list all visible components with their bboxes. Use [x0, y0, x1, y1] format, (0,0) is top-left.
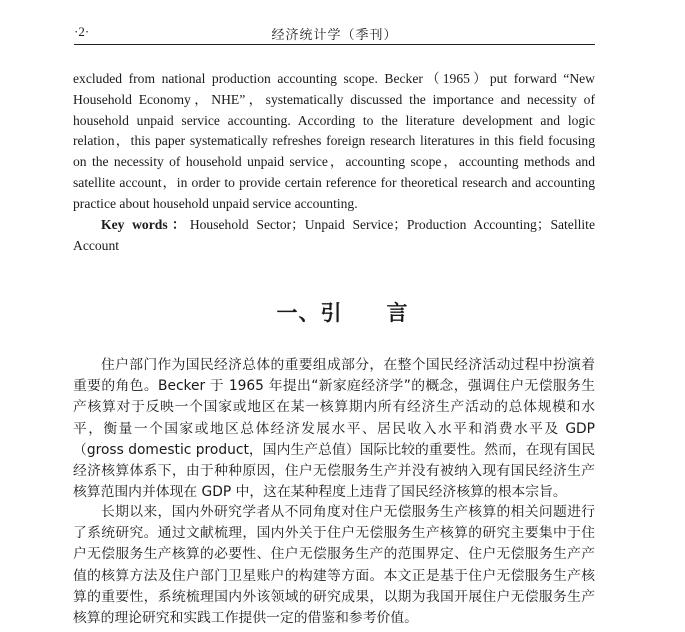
keywords-text: Household Sector；Unpaid Service；Production Accounting；Satellite Account [73, 217, 595, 253]
section-title: 一、引 言 [276, 301, 409, 325]
page-number: ·2· [74, 24, 90, 39]
body-paragraph-1: 住户部门作为国民经济总体的重要组成部分，在整个国民经济活动过程中扮演着重要的角色。Becker 于 1965 年提出“新家庭经济学”的概念，强调住户无偿服务生产核算对于反映一个国家或地区在某一核算期内所有经济生产活动的总体规模和水平，衡量一个国家或地区总体经济发展水平、居民收入水平和消费水平及 GDP（gross domestic product，国内生产总值）国际比较的重要性。然而，在现有国民经济核算体系下，由于种种原因，住户无偿服务生产并没有被纳入现有国民经济生产核算范围内并体现在 GDP 中，这在某种程度上违背了国民经济核算的根本宗旨。 [73, 357, 595, 501]
journal-name: 经济统计学（季刊） [271, 27, 398, 42]
keywords-label: Key words： [101, 217, 190, 232]
abstract-text: excluded from national production accounting scope. Becker（1965）put forward “New Household Economy，NHE”，systematically discussed the importance and necessity of household unpaid service accounting. According to the literature development and logic relation，this paper systematically refreshes foreign research literatures in this field focusing on the necessity of household unpaid service，accounting scope，accounting methods and satellite account，in order to provide certain reference for theoretical research and accounting practice about household unpaid service accounting. [73, 71, 595, 211]
keywords [73, 215, 595, 257]
body-paragraph-2: 长期以来，国内外研究学者从不同角度对住户无偿服务生产核算的相关问题进行了系统研究。通过文献梳理，国内外关于住户无偿服务生产核算的研究主要集中于住户无偿服务生产核算的必要性、住户无偿服务生产的范围界定、住户无偿服务生产产值的核算方法及住户部门卫星账户的构建等方面。本文正是基于住户无偿服务生产核算的重要性，系统梳理国内外该领域的研究成果，以期为我国开展住户无偿服务生产核算的理论研究和实践工作提供一定的借鉴和参考价值。 [73, 504, 595, 627]
running-header [74, 22, 595, 45]
